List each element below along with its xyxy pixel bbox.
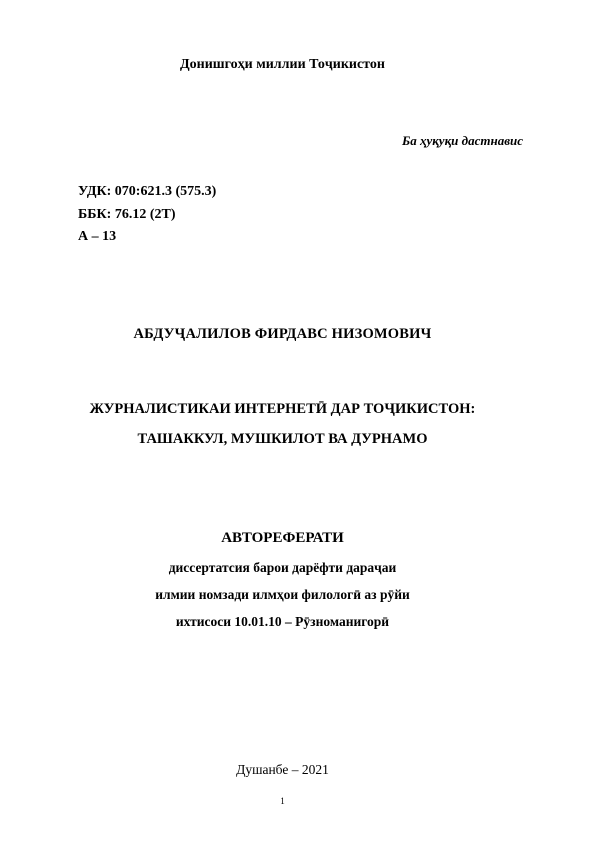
page-number: 1 [280, 796, 285, 806]
udk-code: УДК: 070:621.3 (575.3) [78, 184, 217, 199]
place-year: Душанбе – 2021 [236, 762, 329, 777]
rights-notice: Ба ҳуқуқи дастнавис [401, 133, 523, 148]
bbk-code: ББК: 76.12 (2Т) [78, 207, 176, 222]
author-code: А – 13 [78, 229, 117, 244]
description-line-3: ихтисоси 10.01.10 – Рӯзноманигорӣ [175, 614, 390, 629]
description-line-2: илмии номзади илмҳои филологӣ аз рӯйи [155, 587, 410, 602]
description-line-1: диссертатсия барои дарёфти дараҷаи [168, 560, 397, 575]
author-name: АБДУҶАЛИЛОВ ФИРДАВС НИЗОМОВИЧ [133, 326, 432, 342]
university-name: Донишгоҳи миллии Тоҷикистон [180, 57, 385, 72]
title-line-1: ЖУРНАЛИСТИКАИ ИНТЕРНЕТӢ ДАР ТОҶИКИСТОН: [89, 401, 476, 417]
title-line-2: ТАШАККУЛ, МУШКИЛОТ ВА ДУРНАМО [137, 431, 428, 447]
genre-heading: АВТОРЕФЕРАТИ [221, 530, 344, 546]
